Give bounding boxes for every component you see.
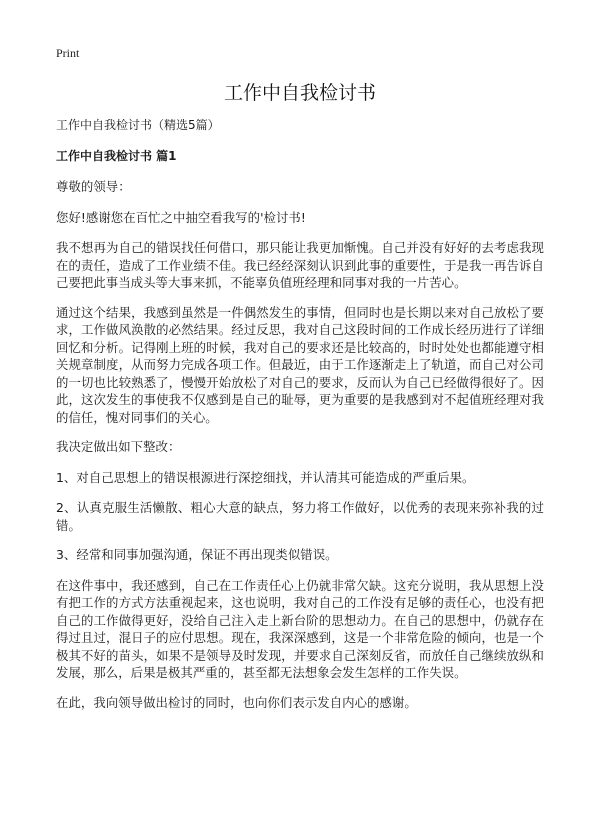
rectification-item-1: 1、对自己思想上的错误根源进行深挖细找，并认清其可能造成的严重后果。 — [56, 469, 475, 485]
salutation: 尊敬的领导： — [56, 179, 131, 194]
section-heading: 工作中自我检讨书 篇1 — [56, 149, 177, 163]
closing-paragraph: 在此，我向领导做出检讨的同时，也向你们表示发自内心的感谢。 — [56, 694, 417, 710]
document-subtitle: 工作中自我检讨书（精选5篇） — [56, 118, 220, 132]
rectification-item-3: 3、经常和同事加强沟通，保证不再出现类似错误。 — [56, 547, 338, 562]
rectification-intro: 我决定做出如下整改： — [56, 439, 181, 454]
body-paragraph: 通过这个结果，我感到虽然是一件偶然发生的事情，但同时也是长期以来对自己放松了要求，工作做风涣散的必然结果。经过反思，我对自己这段时间的工作成长经历进行了详细回忆和分析。记得刚上班的时候，我对自己的要求还是比较高的，时时处处也都能遵守相关规章制度，从而努力完成各项工作。但最近，由于工作逐渐走上了轨道，而自己对公司的一切也比较熟悉了，慢慢开始放松了对自己的要求，反而认为自己已经做得很好了。因此，这次发生的事使我不仅感到是自己的耻辱，更为重要的是我感到对不起值班经理对我的信任，愧对同事们的关心。 — [56, 304, 544, 425]
body-paragraph: 我不想再为自己的错误找任何借口，那只能让我更加惭愧。自己并没有好好的去考虑我现在的责任，造成了工作业绩不佳。我已经经深刻认识到此事的重要性，于是我一再告诉自己要把此事当成头等大事来抓，不能辜负值班经理和同事对我的一片苦心。 — [56, 240, 544, 290]
rectification-item-2: 2、认真克服生活懒散、粗心大意的缺点，努力将工作做好，以优秀的表现来弥补我的过错。 — [56, 500, 544, 533]
greeting-paragraph: 您好!感谢您在百忙之中抽空看我写的'检讨书! — [56, 209, 306, 225]
document-title: 工作中自我检讨书 — [223, 82, 376, 104]
body-paragraph: 在这件事中，我还感到，自己在工作责任心上仍就非常欠缺。这充分说明，我从思想上没有把工作的方式方法重视起来，这也说明，我对自己的工作没有足够的责任心，也没有把自己的工作做得更好，没给自己注入走上新台阶的思想动力。在自己的思想中，仍就存在得过且过，混日子的应付思想。现在，我深深感到，这是一个非常危险的倾向，也是一个极其不好的苗头，如果不是领导及时发现，并要求自己深刻反省，而放任自己继续放纵和发展，那么，后果是极其严重的，甚至都无法想象会发生怎样的工作失误。 — [56, 577, 544, 680]
print-link[interactable]: Print — [56, 46, 80, 60]
